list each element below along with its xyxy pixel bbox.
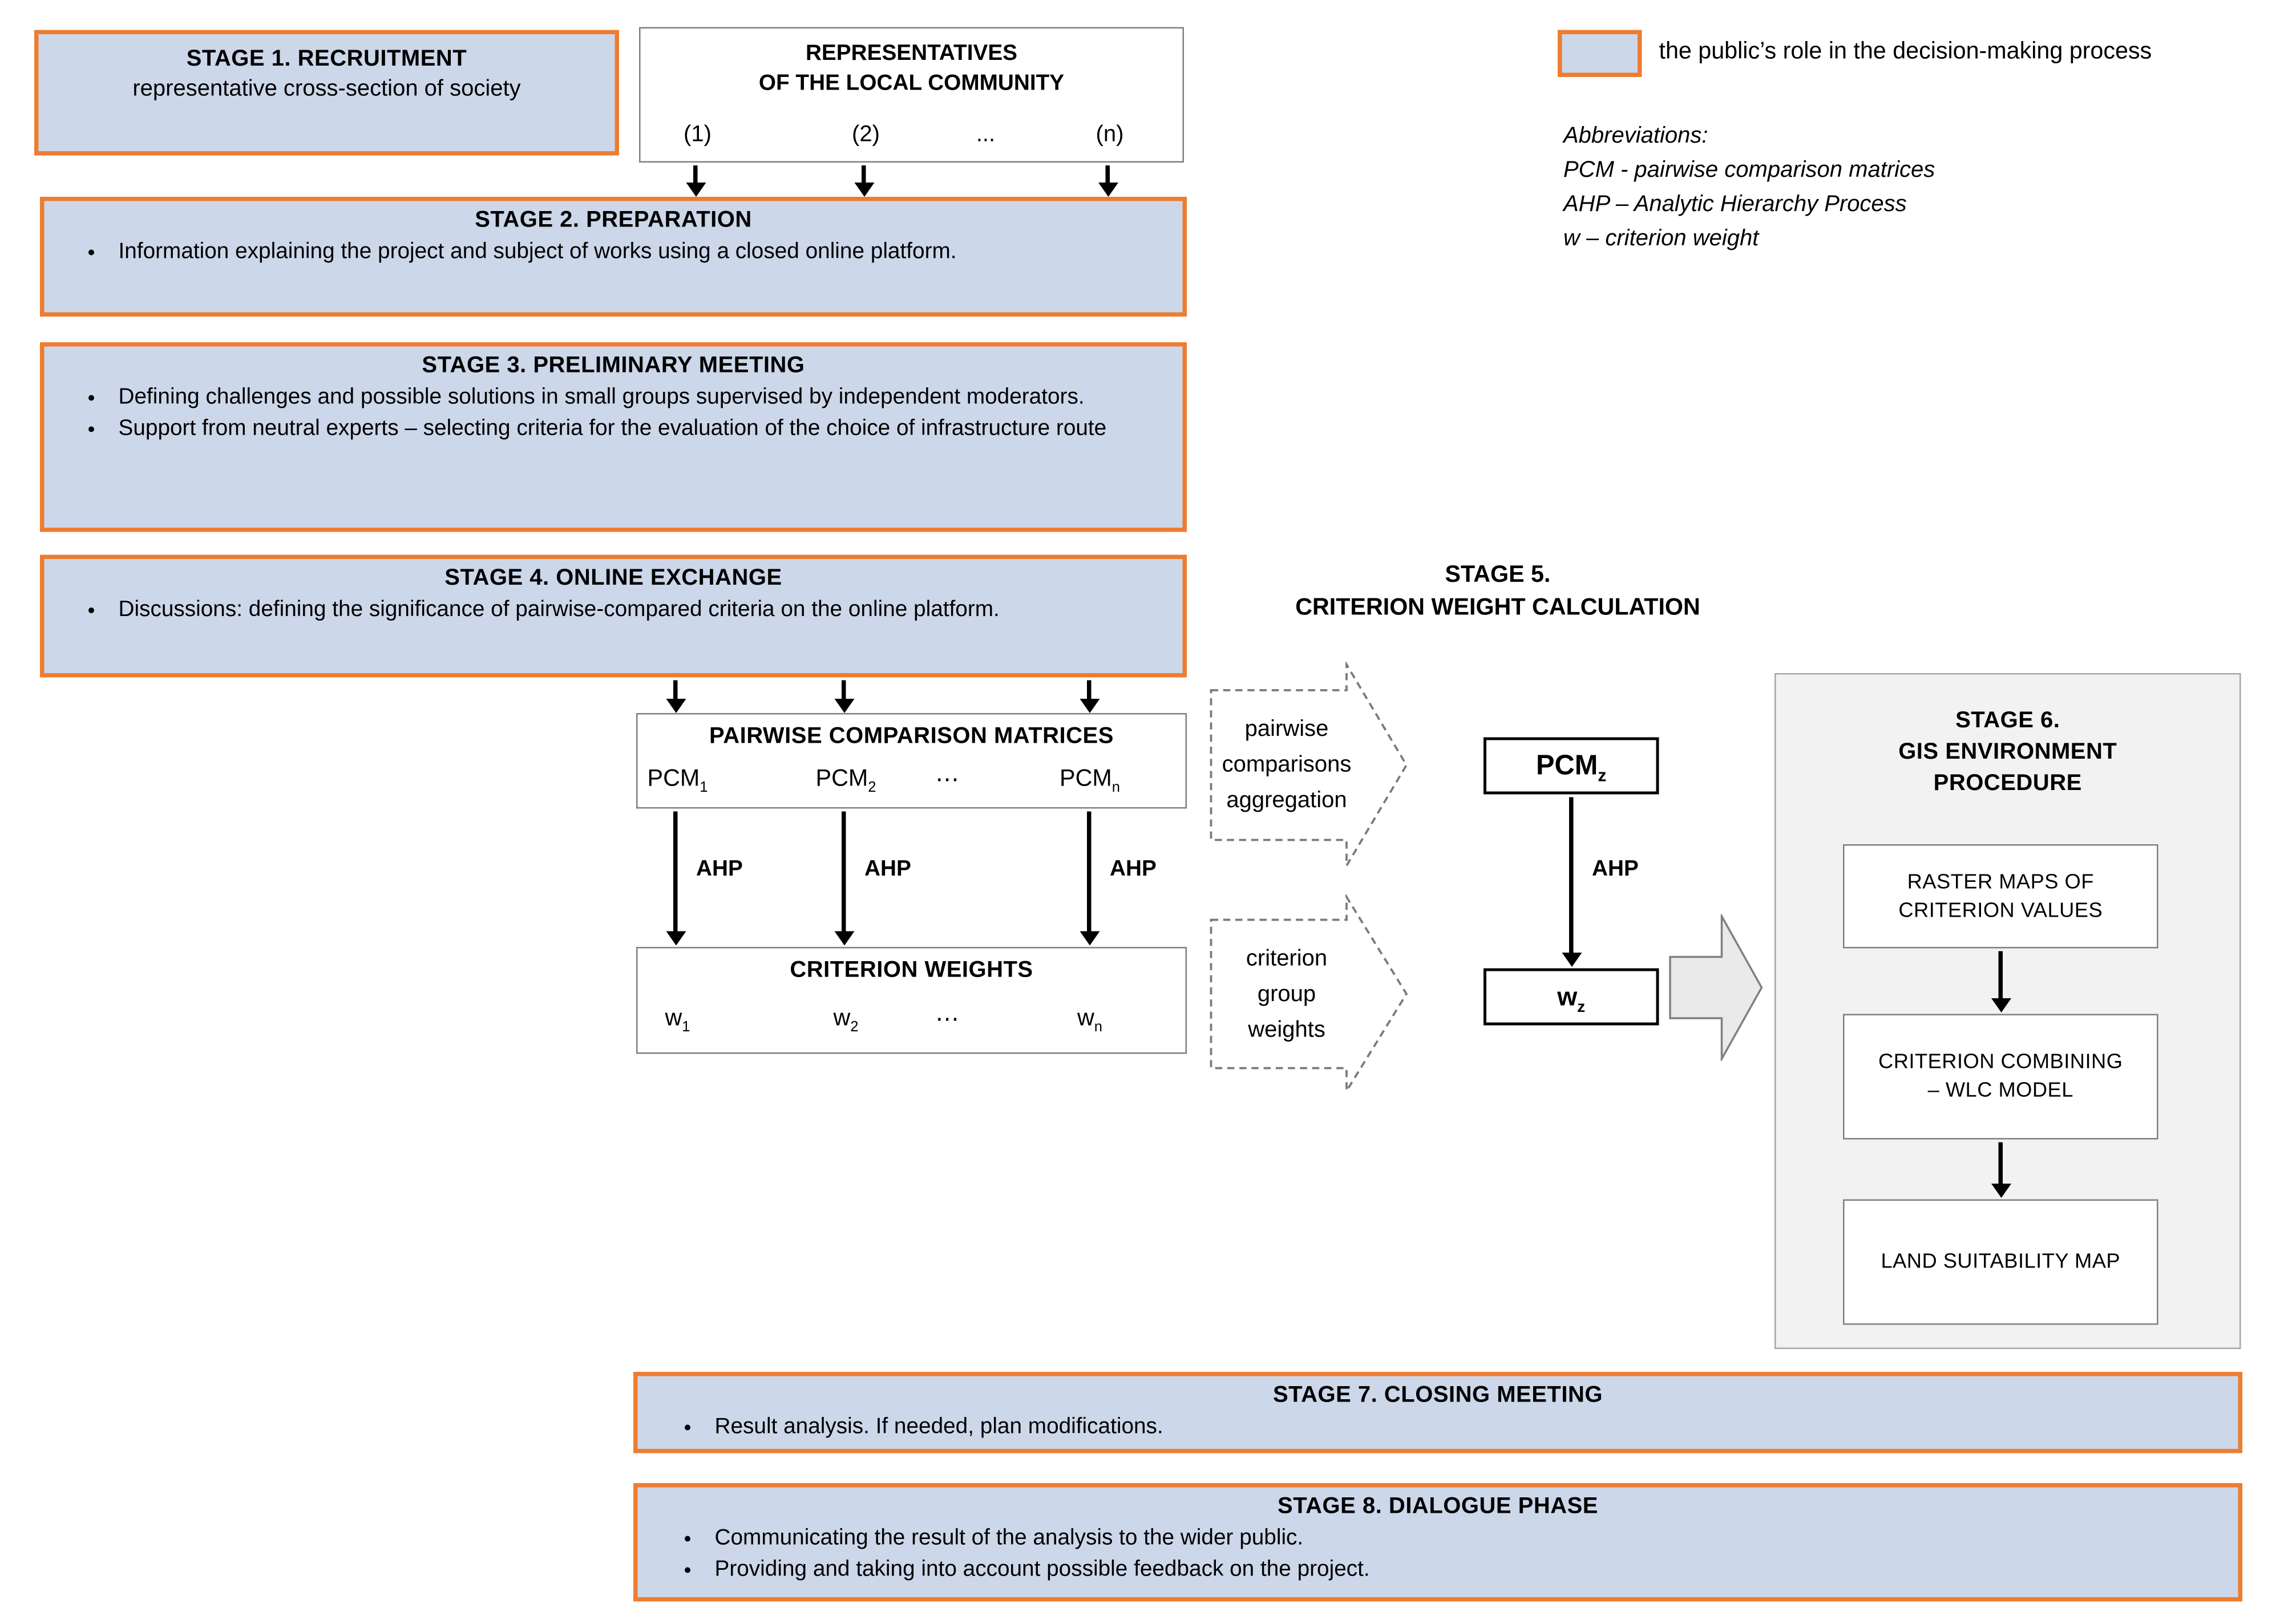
abbreviations-title: Abbreviations: xyxy=(1563,124,1708,148)
down-arrow xyxy=(862,165,866,183)
weight-sub: 1 xyxy=(682,1020,690,1036)
bullet-item: • Providing and taking into account possible feedback on the project. xyxy=(706,1555,2238,1587)
group-weights-arrow xyxy=(1210,894,1409,1094)
criterion-combining-line2: – WLC MODEL xyxy=(1927,1079,2073,1103)
stage8-bullets xyxy=(638,1523,2238,1587)
representatives-title-line2: OF THE LOCAL COMMUNITY xyxy=(758,71,1065,96)
stage3-title: STAGE 3. PRELIMINARY MEETING xyxy=(422,354,805,378)
criterion-weights-title: CRITERION WEIGHTS xyxy=(790,958,1033,983)
pcm-label-dots xyxy=(935,766,959,795)
stage6-panel xyxy=(1774,673,2241,1349)
aggregation-line: pairwise xyxy=(1244,717,1329,742)
ahp-label: AHP xyxy=(1592,857,1639,881)
stage4-bullets xyxy=(45,595,1183,627)
criterion-combining-line1: CRITERION COMBINING xyxy=(1878,1051,2123,1074)
abbreviation-pcm: PCM - pairwise comparison matrices xyxy=(1563,158,1935,183)
bullet-item: • Result analysis. If needed, plan modifications. xyxy=(706,1412,2238,1444)
stage4-title: STAGE 4. ONLINE EXCHANGE xyxy=(444,566,782,590)
stage1-title: STAGE 1. RECRUITMENT xyxy=(186,47,467,71)
flow-arrow-right xyxy=(1669,914,1763,1062)
down-arrow xyxy=(673,681,678,699)
stage1-box xyxy=(34,30,619,156)
stage6-title xyxy=(1776,675,2240,800)
raster-maps-box xyxy=(1843,844,2158,949)
stage3-bullets xyxy=(45,382,1183,446)
pcm-sub: 1 xyxy=(700,780,708,796)
ahp-arrow xyxy=(1087,812,1092,932)
w-z-base: w xyxy=(1557,982,1578,1011)
aggregation-line: comparisons xyxy=(1222,753,1352,777)
down-arrow xyxy=(1087,681,1092,699)
land-suitability-box xyxy=(1843,1200,2158,1325)
w-z-label xyxy=(1557,982,1586,1016)
weight-label-n xyxy=(1077,1005,1103,1036)
ahp-arrow xyxy=(842,812,846,932)
representatives-box xyxy=(639,27,1184,163)
stage5-title xyxy=(1255,559,1740,625)
pcm-base: ⋯ xyxy=(935,767,959,793)
bullet-item: • Information explaining the project and subject of works using a closed online platform. xyxy=(110,237,1183,269)
stage6-title-line1: STAGE 6. xyxy=(1955,708,2060,733)
pcm-sub: 2 xyxy=(868,780,876,796)
group-line: criterion xyxy=(1246,947,1328,971)
bullet-item: • Discussions: defining the significance of pairwise-compared criteria on the online platform. xyxy=(110,595,1183,627)
criterion-combining-box xyxy=(1843,1014,2158,1140)
aggregation-arrow-text xyxy=(1212,712,1361,819)
raster-maps-line2: CRITERION VALUES xyxy=(1898,899,2103,922)
representative-index-2: (2) xyxy=(852,123,880,147)
abbreviations-block xyxy=(1563,120,1935,257)
pcm-sub: n xyxy=(1111,780,1120,796)
stage3-box xyxy=(40,342,1187,532)
stage2-title: STAGE 2. PREPARATION xyxy=(475,208,752,233)
abbreviation-w: w – criterion weight xyxy=(1563,226,1759,251)
representatives-title xyxy=(641,29,1183,99)
criterion-weights-box xyxy=(636,947,1187,1054)
pcm-base: PCM xyxy=(647,766,700,792)
block-arrow-shape xyxy=(1669,914,1763,1062)
weight-sub: 2 xyxy=(850,1020,859,1036)
stage8-box xyxy=(633,1483,2242,1602)
pcm-z-base: PCM xyxy=(1535,749,1598,781)
aggregation-arrow xyxy=(1210,662,1409,869)
pcm-base: PCM xyxy=(1060,766,1112,792)
weight-base: w xyxy=(1077,1005,1094,1031)
bullet-item: • Defining challenges and possible solutions in small groups supervised by independent moderators. xyxy=(110,382,1183,414)
ahp-label: AHP xyxy=(696,857,743,881)
weight-base: ⋯ xyxy=(935,1007,959,1032)
weight-sub: n xyxy=(1094,1020,1103,1036)
representative-index-dots: ... xyxy=(976,123,996,147)
stage7-title: STAGE 7. CLOSING MEETING xyxy=(1272,1383,1603,1408)
abbreviation-ahp: AHP – Analytic Hierarchy Process xyxy=(1563,192,1907,217)
stage7-bullets xyxy=(638,1412,2238,1444)
ahp-label: AHP xyxy=(1110,857,1157,881)
stage6-title-line2: GIS ENVIRONMENT xyxy=(1898,740,2117,764)
down-arrow xyxy=(1999,1143,2003,1184)
land-suitability-line1: LAND SUITABILITY MAP xyxy=(1881,1250,2121,1274)
stage8-title: STAGE 8. DIALOGUE PHASE xyxy=(1278,1495,1598,1519)
stage4-box xyxy=(40,555,1187,678)
raster-maps-line1: RASTER MAPS OF xyxy=(1907,870,2094,894)
pcm-label-2 xyxy=(815,766,876,796)
down-arrow xyxy=(842,681,846,699)
pcm-label-n xyxy=(1060,766,1120,796)
weight-base: w xyxy=(833,1005,851,1031)
group-line: weights xyxy=(1248,1018,1325,1043)
pcm-label-1 xyxy=(647,766,708,796)
bullet-item: • Communicating the result of the analysis to the wider public. xyxy=(706,1523,2238,1555)
group-line: group xyxy=(1257,982,1316,1007)
ahp-arrow xyxy=(673,812,678,932)
down-arrow xyxy=(1999,951,2003,999)
stage2-bullets xyxy=(45,237,1183,269)
stage1-subtitle: representative cross-section of society xyxy=(132,77,521,102)
group-weights-arrow-text xyxy=(1212,941,1361,1048)
down-arrow xyxy=(1106,165,1110,183)
representative-index-n: (n) xyxy=(1096,123,1124,147)
stage2-box xyxy=(40,197,1187,317)
pcm-z-label xyxy=(1536,750,1606,783)
stage5-title-line1: STAGE 5. xyxy=(1445,562,1551,588)
w-z-box xyxy=(1483,969,1659,1026)
bullet-item: • Support from neutral experts – selecting criteria for the evaluation of the choice of infrastructure route xyxy=(110,414,1183,446)
w-z-sub: z xyxy=(1577,998,1586,1016)
legend-swatch xyxy=(1558,30,1642,78)
pcm-z-sub: z xyxy=(1598,764,1607,785)
pcm-box xyxy=(636,713,1187,809)
weight-label-2 xyxy=(833,1005,859,1036)
pcm-z-box xyxy=(1483,738,1659,795)
weight-label-dots xyxy=(935,1006,959,1034)
down-arrow xyxy=(693,165,698,183)
pcm-box-title: PAIRWISE COMPARISON MATRICES xyxy=(709,724,1114,749)
stage7-box xyxy=(633,1372,2242,1453)
aggregation-line: aggregation xyxy=(1226,788,1347,813)
pcm-base: PCM xyxy=(815,766,868,792)
weight-base: w xyxy=(665,1005,682,1031)
stage5-title-line2: CRITERION WEIGHT CALCULATION xyxy=(1295,594,1700,621)
representatives-title-line1: REPRESENTATIVES xyxy=(805,41,1018,66)
legend-label: the public’s role in the decision-making process xyxy=(1659,38,2152,64)
ahp-arrow xyxy=(1569,797,1574,953)
ahp-label: AHP xyxy=(864,857,911,881)
representative-index-1: (1) xyxy=(684,123,712,147)
stage6-title-line3: PROCEDURE xyxy=(1933,771,2082,796)
weight-label-1 xyxy=(665,1005,690,1036)
